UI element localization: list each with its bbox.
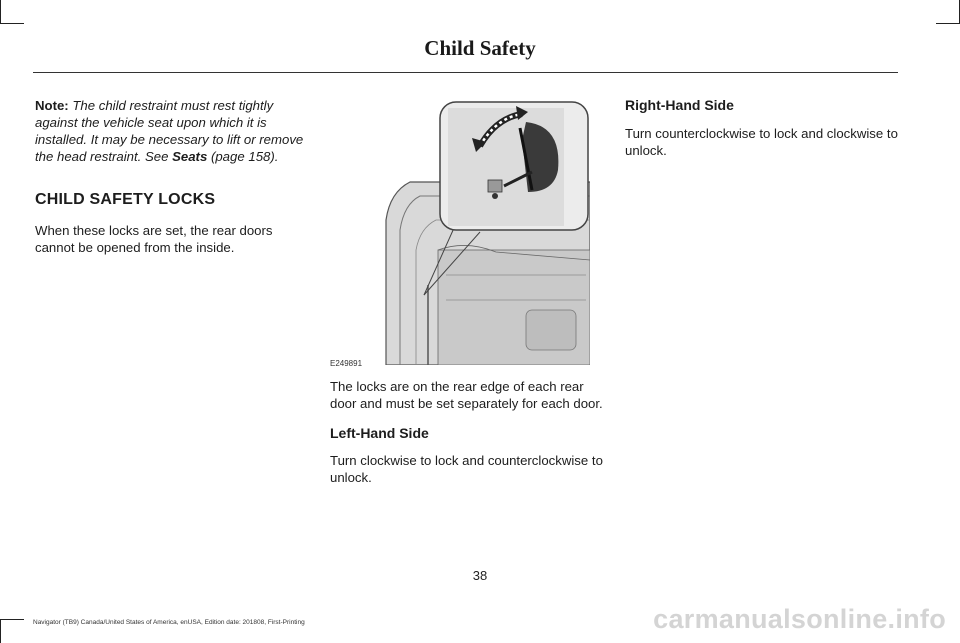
locks-location-paragraph: The locks are on the rear edge of each rear door and must be set separately for each door. (330, 379, 603, 411)
door-lock-illustration (376, 100, 590, 365)
left-hand-side-text: Turn clockwise to lock and counterclockwise to unlock. (330, 453, 603, 485)
intro-paragraph: When these locks are set, the rear doors cannot be opened from the inside. (35, 223, 273, 255)
crop-mark (0, 0, 1, 24)
note-label: Note: (35, 98, 69, 113)
seats-link[interactable]: Seats (172, 149, 208, 164)
note-text: The child restraint must rest tightly against the vehicle seat upon which it is installed. It may be necessary to lift or remove the head restraint. See (35, 98, 304, 164)
header-rule (33, 72, 898, 73)
footer-edition: Navigator (TB9) Canada/United States of America, enUSA, Edition date: 201808, First-Printing (33, 619, 305, 626)
page-title: Child Safety (424, 36, 536, 60)
figure-id: E249891 (330, 359, 363, 368)
crop-mark (0, 619, 1, 643)
left-hand-side-heading: Left-Hand Side (330, 425, 429, 441)
right-hand-side-text: Turn counterclockwise to lock and clockwise to unlock. (625, 126, 898, 158)
note-paragraph (35, 97, 310, 165)
middle-column (330, 378, 605, 486)
right-hand-side-heading: Right-Hand Side (625, 97, 734, 113)
watermark: carmanualsonline.info (653, 604, 946, 634)
right-column (625, 97, 900, 159)
left-column (35, 97, 310, 256)
page-number: 38 (472, 568, 488, 583)
section-heading: CHILD SAFETY LOCKS (35, 191, 216, 208)
crop-mark (936, 23, 960, 24)
crop-mark (0, 23, 24, 24)
crop-mark (0, 619, 24, 620)
note-page-ref: (page 158). (207, 149, 279, 164)
